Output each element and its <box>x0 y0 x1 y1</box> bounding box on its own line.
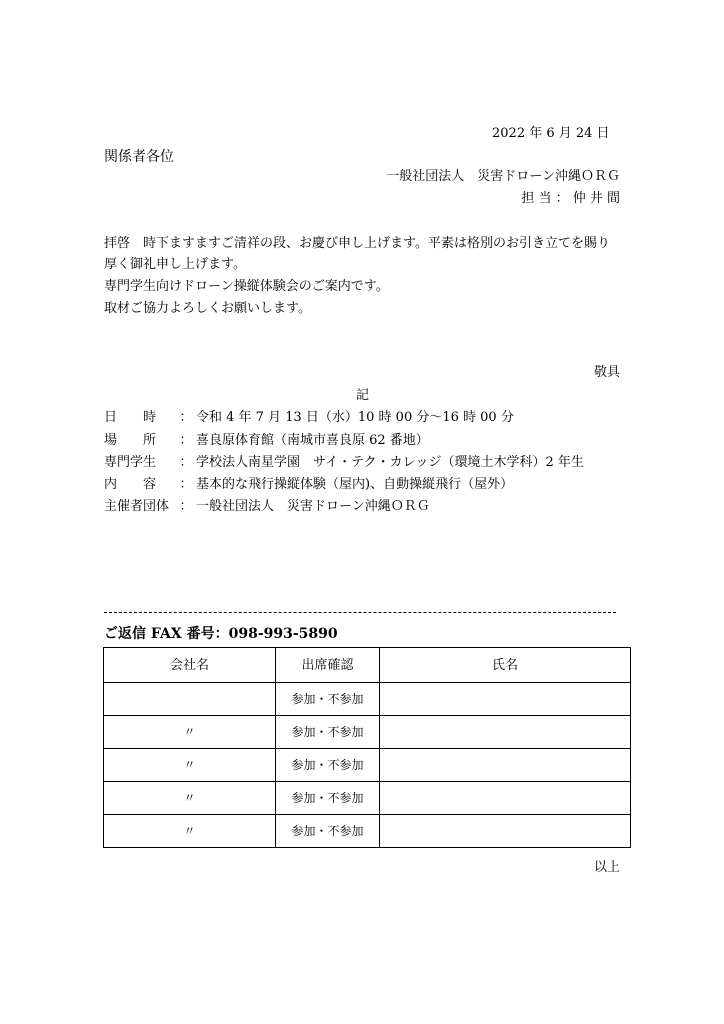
addressee: 関係者各位 <box>104 149 174 165</box>
detail-value: 令和 4 年 7 月 13 日（水）10 時 00 分～16 時 00 分 <box>196 410 514 425</box>
name-cell[interactable] <box>380 683 631 716</box>
table-header-row <box>104 648 631 683</box>
attendance-cell[interactable]: 参加・不参加 <box>276 683 380 716</box>
company-cell[interactable]: 〃 <box>104 782 276 815</box>
attendance-cell[interactable]: 参加・不参加 <box>276 749 380 782</box>
name-cell[interactable] <box>380 815 631 848</box>
company-cell[interactable] <box>104 683 276 716</box>
detail-separator: ： <box>179 455 193 470</box>
detail-separator: ： <box>179 410 193 425</box>
greeting-line-2: 厚く御礼申し上げます。 <box>104 257 246 272</box>
detail-label: 場 所 <box>104 433 157 448</box>
detail-separator: ： <box>179 499 193 514</box>
intro-line: 専門学生向けドローン操縦体験会のご案内です。 <box>104 279 389 294</box>
detail-separator: ： <box>179 433 193 448</box>
attendance-cell[interactable]: 参加・不参加 <box>276 815 380 848</box>
reply-form-table <box>103 647 631 848</box>
company-cell[interactable]: 〃 <box>104 749 276 782</box>
detail-row-datetime <box>104 411 514 424</box>
name-cell[interactable] <box>380 716 631 749</box>
closing-keigu: 敬具 <box>593 365 620 380</box>
column-header-attendance: 出席確認 <box>276 648 380 683</box>
sender-organization: 一般社団法人 災害ドローン沖縄ＯＲＧ <box>386 169 620 184</box>
column-header-name: 氏名 <box>380 648 631 683</box>
table-row <box>104 683 631 716</box>
greeting-line-1: 拝啓 時下ますますご清祥の段、お慶び申し上げます。平素は格別のお引き立てを賜り <box>104 236 610 251</box>
detail-label: 主催者団体 <box>104 499 170 514</box>
detail-row-students <box>104 456 584 469</box>
detail-value: 基本的な飛行操縦体験（屋内)、自動操縦飛行（屋外） <box>196 477 514 492</box>
company-cell[interactable]: 〃 <box>104 815 276 848</box>
ki-heading: 記 <box>356 388 370 403</box>
sender-contact-person: 担 当 ： 仲 井 間 <box>521 191 620 206</box>
column-header-company: 会社名 <box>104 648 276 683</box>
name-cell[interactable] <box>380 782 631 815</box>
detail-row-location <box>104 434 429 447</box>
end-marker: 以上 <box>593 860 620 875</box>
reply-fax-title: ご返信 FAX 番号：098-993-5890 <box>104 626 338 642</box>
attendance-cell[interactable]: 参加・不参加 <box>276 782 380 815</box>
table-row <box>104 716 631 749</box>
table-row <box>104 749 631 782</box>
detail-label: 日 時 <box>104 410 157 425</box>
detail-value: 学校法人南星学園 サイ・テク・カレッジ（環境土木学科）2 年生 <box>196 455 584 470</box>
detail-label: 専門学生 <box>104 455 157 470</box>
detail-label: 内 容 <box>104 477 157 492</box>
detail-row-content <box>104 478 513 491</box>
table-row <box>104 782 631 815</box>
detail-separator: ： <box>179 477 193 492</box>
request-line: 取材ご協力よろしくお願いします。 <box>104 301 311 316</box>
detail-value: 一般社団法人 災害ドローン沖縄ＯＲＧ <box>196 499 430 514</box>
attendance-cell[interactable]: 参加・不参加 <box>276 716 380 749</box>
detail-row-organizer <box>104 500 430 513</box>
company-cell[interactable]: 〃 <box>104 716 276 749</box>
name-cell[interactable] <box>380 749 631 782</box>
cut-line-divider <box>104 612 616 613</box>
detail-value: 喜良原体育館（南城市喜良原 62 番地） <box>196 433 429 448</box>
table-row <box>104 815 631 848</box>
document-date: 2022 年 6 月 24 日 <box>492 126 610 141</box>
